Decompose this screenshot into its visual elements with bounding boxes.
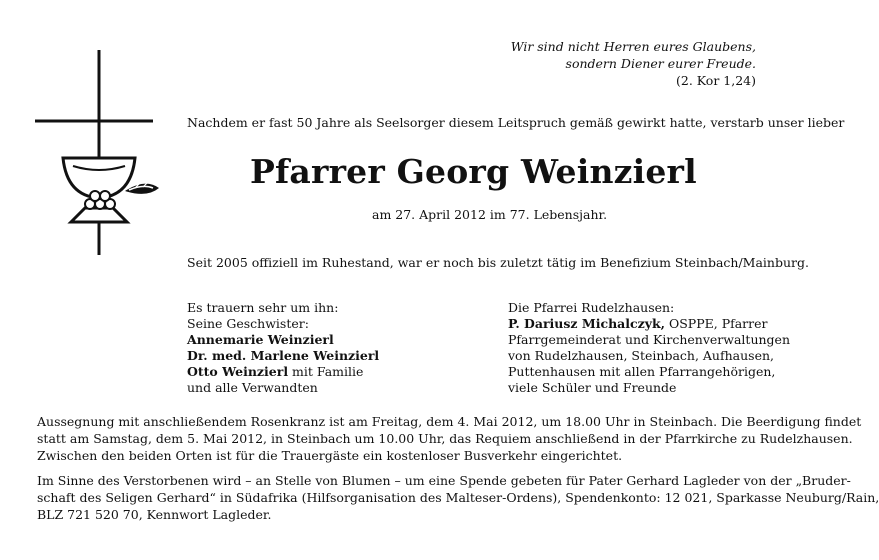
- parish-line: viele Schüler und Freunde: [508, 380, 677, 395]
- donation-line: Im Sinne des Verstorbenen wird – an Stelle von Blumen – um eine Spende gebeten für Pater Gerhard Lagleder von der „Bruder-: [37, 473, 851, 488]
- funeral-line: Zwischen den beiden Orten ist für die Trauergäste ein kostenloser Busverkehr eingerichtet.: [37, 448, 623, 463]
- mourner-name: Dr. med. Marlene Weinzierl: [187, 348, 380, 363]
- funeral-line: Aussegnung mit anschließendem Rosenkranz ist am Freitag, dem 4. Mai 2012, um 18.00 Uhr in Steinbach. Die Beerdigung findet: [37, 414, 862, 429]
- parish-line: Puttenhausen mit allen Pfarrangehörigen,: [508, 364, 776, 379]
- parish-line: von Rudelzhausen, Steinbach, Aufhausen,: [508, 348, 774, 363]
- mourner-name: Otto Weinzierl: [187, 364, 289, 379]
- death-date: am 27. April 2012 im 77. Lebensjahr.: [372, 207, 608, 222]
- intro-text: Nachdem er fast 50 Jahre als Seelsorger diesem Leitspruch gemäß gewirkt hatte, verstarb unser lieber: [187, 115, 845, 130]
- mourner-name: Annemarie Weinzierl: [187, 332, 334, 347]
- funeral-info: [37, 413, 862, 464]
- donation-info: [37, 472, 879, 523]
- quote-source: (2. Kor 1,24): [676, 73, 756, 88]
- funeral-line: statt am Samstag, dem 5. Mai 2012, in Steinbach um 10.00 Uhr, das Requiem anschließend in der Pfarrkirche zu Rudelzhausen.: [37, 431, 853, 446]
- parish-line: Pfarrgemeinderat und Kirchenverwaltungen: [508, 332, 791, 347]
- siblings-heading: Seine Geschwister:: [187, 316, 309, 331]
- quote-block: [511, 38, 756, 89]
- parish-heading: Die Pfarrei Rudelzhausen:: [508, 300, 675, 315]
- donation-line: schaft des Seligen Gerhard“ in Südafrika (Hilfsorganisation des Malteser-Ordens), Spendenkonto: 12 021, Sparkasse Neuburg/Rain,: [37, 490, 879, 505]
- relatives-line: und alle Verwandten: [187, 380, 318, 395]
- quote-line-1: Wir sind nicht Herren eures Glaubens,: [510, 39, 756, 54]
- priest-suffix: OSPPE, Pfarrer: [665, 316, 768, 331]
- retirement-text: Seit 2005 offiziell im Ruhestand, war er noch bis zuletzt tätig im Benefizium Steinbach/Mainburg.: [187, 255, 809, 270]
- mourners-heading: Es trauern sehr um ihn:: [187, 300, 339, 315]
- mourners-family: [187, 300, 379, 396]
- cross-chalice-icon: [35, 50, 160, 255]
- deceased-name: Pfarrer Georg Weinzierl: [250, 152, 697, 191]
- quote-line-2: sondern Diener eurer Freude.: [565, 56, 756, 71]
- mourners-parish: [508, 300, 790, 396]
- donation-line: BLZ 721 520 70, Kennwort Lagleder.: [37, 507, 272, 522]
- mourner-suffix: mit Familie: [288, 364, 364, 379]
- priest-name: P. Dariusz Michalczyk,: [508, 316, 666, 331]
